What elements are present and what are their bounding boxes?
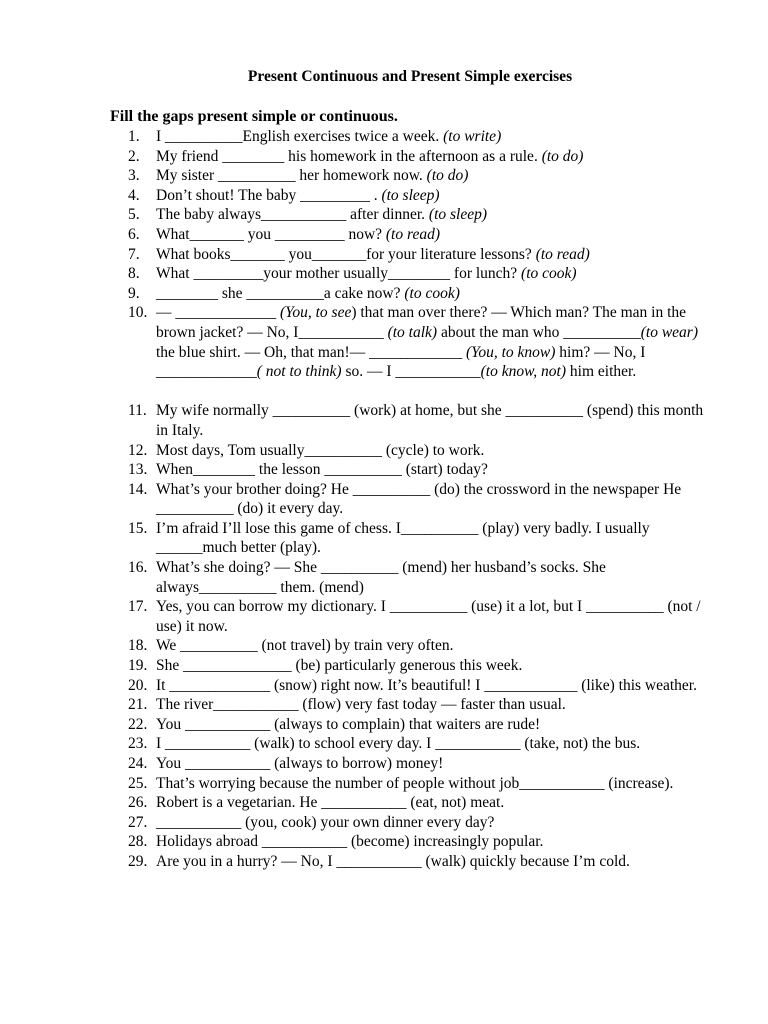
exercise-text (156, 264, 718, 284)
exercise-text-part: My sister __________ her homework now. (156, 167, 427, 185)
exercise-text-part: Don’t shout! The baby _________ . (156, 186, 382, 204)
verb-hint: (to wear) (640, 323, 698, 341)
exercise-text-part: You ___________ (always to complain) that waiters are rude! (156, 715, 541, 733)
exercise-list (128, 127, 718, 872)
verb-hint: (to write) (443, 128, 502, 145)
page-title: Present Continuous and Present Simple exercises (247, 68, 573, 85)
exercise-text (156, 813, 718, 833)
exercise-number: 15. (128, 519, 148, 537)
verb-hint: (to sleep) (381, 186, 440, 204)
exercise-item (128, 597, 718, 636)
exercise-number: 5. (128, 206, 140, 224)
exercise-text-part: We __________ (not travel) by train very often. (156, 637, 454, 655)
exercise-number: 24. (128, 755, 148, 772)
verb-hint: (to do) (541, 147, 584, 165)
exercise-text-part: It _____________ (snow) right now. It’s beautiful! I ____________ (like) this weather. (156, 676, 697, 694)
exercise-text (156, 715, 718, 735)
exercise-text-part: Yes, you can borrow my dictionary. I __________ (use) it a lot, but I __________ (not / use) it now. (156, 598, 701, 635)
exercise-item (128, 127, 718, 147)
exercise-number: 12. (128, 441, 148, 459)
exercise-item (128, 186, 718, 206)
exercise-item (128, 754, 718, 774)
verb-hint: (to cook) (521, 265, 577, 283)
exercise-text-part: You ___________ (always to borrow) money! (156, 755, 444, 772)
verb-hint: (to know, not) (480, 363, 567, 381)
exercise-text (156, 558, 718, 597)
verb-hint: ( not to think) (256, 363, 342, 381)
exercise-text-part: about the man who __________ (437, 323, 641, 341)
exercise-text (156, 166, 718, 186)
exercise-item (128, 401, 718, 440)
verb-hint: (to sleep) (428, 206, 488, 224)
exercise-text-part: What _________your mother usually________ for lunch? (156, 265, 522, 283)
exercise-text (156, 519, 718, 558)
exercise-text (156, 734, 718, 754)
exercise-number: 28. (128, 833, 148, 851)
exercise-text (156, 832, 718, 852)
exercise-text (156, 597, 718, 636)
exercise-text (156, 774, 718, 794)
verb-hint: (to cook) (404, 284, 460, 302)
exercise-number: 20. (128, 676, 148, 694)
exercise-text (156, 676, 718, 696)
exercise-text-part: him? — No, I _____________ (156, 343, 646, 381)
exercise-number: 21. (128, 696, 148, 714)
exercise-number: 9. (128, 284, 140, 302)
exercise-item (128, 441, 718, 461)
exercise-item (128, 832, 718, 852)
exercise-text (156, 127, 718, 147)
exercise-item (128, 225, 718, 245)
verb-hint: (to do) (426, 167, 469, 185)
exercise-text (156, 205, 718, 225)
exercise-item (128, 245, 718, 265)
exercise-item (128, 166, 718, 186)
exercise-text-part: Robert is a vegetarian. He ___________ (eat, not) meat. (156, 794, 505, 812)
exercise-item (128, 460, 718, 480)
exercise-text-part: ) that man over there? — Which man? The man in the brown jacket? — No, I___________ (156, 304, 687, 341)
exercise-number: 25. (128, 774, 148, 792)
exercise-text (156, 401, 718, 440)
exercise-number: 16. (128, 559, 148, 577)
exercise-number: 3. (128, 167, 140, 185)
verb-hint: (to read) (385, 225, 440, 243)
exercise-text (156, 225, 718, 245)
exercise-item (128, 852, 718, 872)
exercise-number: 18. (128, 637, 148, 655)
exercise-text-part: I’m afraid I’ll lose this game of chess. I__________ (play) very badly. I usually ______much better (play). (156, 519, 650, 557)
exercise-text-part: Are you in a hurry? — No, I ___________ (walk) quickly because I’m cold. (156, 852, 630, 870)
exercise-item (128, 774, 718, 794)
exercise-text-part: She ______________ (be) particularly generous this week. (156, 657, 523, 675)
exercise-item (128, 695, 718, 715)
exercise-text (156, 754, 718, 774)
exercise-text (156, 852, 718, 872)
exercise-text-part: Most days, Tom usually__________ (cycle) to work. (156, 441, 485, 459)
exercise-number: 6. (128, 225, 140, 243)
exercise-item (128, 636, 718, 656)
exercise-number: 7. (128, 245, 140, 263)
exercise-item (128, 303, 718, 381)
exercise-item (128, 715, 718, 735)
verb-hint: (to talk) (387, 323, 438, 341)
exercise-text-part: Holidays abroad ___________ (become) increasingly popular. (156, 833, 544, 851)
exercise-text (156, 695, 718, 715)
exercise-text-part: My friend ________ his homework in the afternoon as a rule. (156, 147, 542, 165)
exercise-text-part: What’s your brother doing? He __________ (do) the crossword in the newspaper He __________ (do) it every day. (156, 480, 682, 518)
exercise-text (156, 245, 718, 265)
exercise-number: 10. (128, 304, 148, 322)
exercise-item (128, 284, 718, 304)
exercise-text-part: so. — I ___________ (341, 363, 481, 381)
exercise-item (128, 558, 718, 597)
exercise-number: 1. (128, 128, 140, 145)
exercise-number: 2. (128, 147, 140, 165)
exercise-number: 17. (128, 598, 148, 616)
exercise-text-part: When________ the lesson __________ (start) today? (156, 461, 488, 479)
exercise-text (156, 656, 718, 676)
exercise-text-part: ________ she __________a cake now? (156, 284, 405, 302)
exercise-text-part: I ___________ (walk) to school every day. I ___________ (take, not) the bus. (156, 735, 641, 753)
exercise-number: 22. (128, 715, 148, 733)
exercise-text-part: That’s worrying because the number of people without job___________ (increase). (156, 774, 674, 792)
verb-hint: (You, to know) (465, 343, 556, 361)
exercise-item (128, 205, 718, 225)
exercise-text-part: My wife normally __________ (work) at home, but she __________ (spend) this month in Italy. (156, 402, 704, 439)
exercise-item (128, 519, 718, 558)
exercise-number: 27. (128, 813, 148, 831)
exercise-item (128, 480, 718, 519)
verb-hint: (You, to see (280, 304, 352, 322)
exercise-number: 23. (128, 735, 148, 753)
exercise-item (128, 793, 718, 813)
exercise-text-part: The baby always___________ after dinner. (156, 206, 429, 224)
exercise-text (156, 636, 718, 656)
exercise-item (128, 734, 718, 754)
exercise-text-part: What’s she doing? — She __________ (mend) her husband’s socks. She always__________ them. (mend) (156, 559, 606, 596)
verb-hint: (to read) (535, 245, 590, 263)
instruction-heading: Fill the gaps present simple or continuous. (110, 108, 398, 125)
exercise-number: 13. (128, 461, 148, 479)
exercise-number: 8. (128, 265, 140, 283)
exercise-text (156, 793, 718, 813)
exercise-number: 14. (128, 480, 148, 498)
exercise-text (156, 303, 718, 381)
exercise-number: 4. (128, 186, 140, 204)
exercise-text (156, 441, 718, 461)
exercise-text (156, 186, 718, 206)
exercise-text (156, 480, 718, 519)
exercise-text-part: I __________English exercises twice a week. (156, 128, 444, 145)
exercise-text-part: — _____________ (156, 304, 280, 322)
exercise-item (128, 264, 718, 284)
exercise-number: 26. (128, 794, 148, 812)
exercise-item (128, 676, 718, 696)
exercise-number: 19. (128, 657, 148, 675)
exercise-number: 11. (128, 402, 147, 420)
exercise-text (156, 460, 718, 480)
exercise-item (128, 147, 718, 167)
exercise-text (156, 147, 718, 167)
exercise-item (128, 813, 718, 833)
exercise-text-part: What_______ you _________ now? (156, 225, 386, 243)
exercise-text-part: him either. (566, 363, 637, 381)
exercise-text-part: What books_______ you_______for your literature lessons? (156, 245, 536, 263)
exercise-text (156, 284, 718, 304)
exercise-text-part: the blue shirt. — Oh, that man!— ____________ (156, 343, 466, 361)
exercise-number: 29. (128, 852, 148, 870)
exercise-text-part: ___________ (you, cook) your own dinner every day? (156, 813, 495, 831)
exercise-text-part: The river___________ (flow) very fast today — faster than usual. (156, 696, 566, 714)
exercise-item (128, 656, 718, 676)
